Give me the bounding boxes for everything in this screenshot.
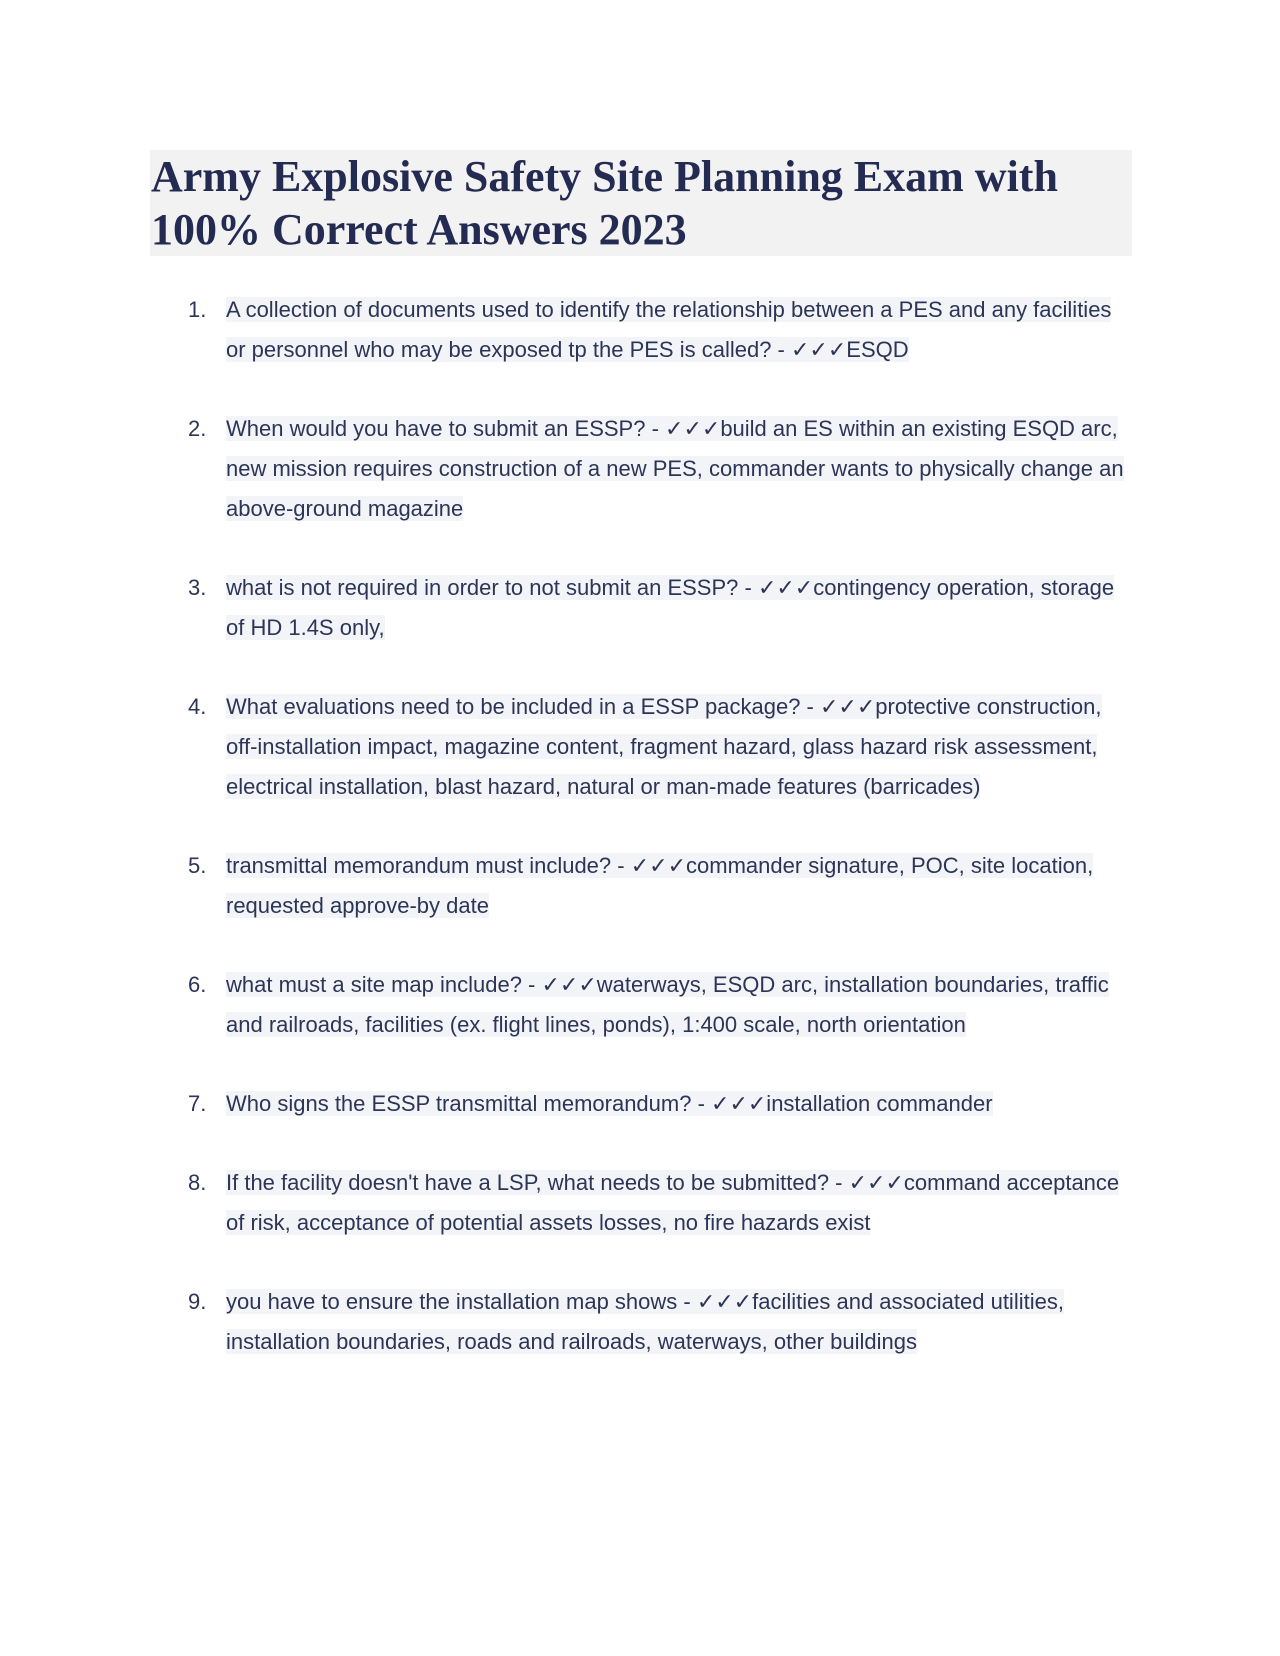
list-item (150, 1282, 1132, 1362)
item-text: what is not required in order to not submit an ESSP? - ✓✓✓contingency operation, storage of HD 1.4S only, (226, 575, 1115, 640)
question-list (150, 290, 1132, 1401)
item-number: 7. (188, 1091, 207, 1116)
item-number: 6. (188, 972, 207, 997)
item-text: If the facility doesn't have a LSP, what needs to be submitted? - ✓✓✓command acceptance of risk, acceptance of potential assets losses, no fire hazards exist (226, 1170, 1120, 1235)
item-number: 1. (188, 297, 207, 322)
item-text: A collection of documents used to identify the relationship between a PES and any facilities or personnel who may be exposed tp the PES is called? - ✓✓✓ESQD (226, 297, 1112, 362)
item-text: transmittal memorandum must include? - ✓✓✓commander signature, POC, site location, requested approve-by date (226, 853, 1094, 918)
list-item (150, 290, 1132, 370)
item-text: what must a site map include? - ✓✓✓waterways, ESQD arc, installation boundaries, traffic and railroads, facilities (ex. flight lines, ponds), 1:400 scale, north orientation (226, 972, 1109, 1037)
item-number: 2. (188, 416, 207, 441)
list-item (150, 687, 1132, 807)
list-item (150, 409, 1132, 529)
item-text: you have to ensure the installation map shows - ✓✓✓facilities and associated utilities, installation boundaries, roads and railroads, waterways, other buildings (226, 1289, 1064, 1354)
document-title: Army Explosive Safety Site Planning Exam with 100% Correct Answers 2023 (151, 152, 1058, 254)
title-block (150, 150, 1132, 256)
item-number: 4. (188, 694, 207, 719)
item-text: Who signs the ESSP transmittal memorandum? - ✓✓✓installation commander (226, 1091, 993, 1116)
list-item (150, 965, 1132, 1045)
item-text: When would you have to submit an ESSP? - ✓✓✓build an ES within an existing ESQD arc, new mission requires construction of a new PES, commander wants to physically change an above-ground magazine (226, 416, 1124, 521)
list-item (150, 846, 1132, 926)
item-number: 8. (188, 1170, 207, 1195)
item-number: 5. (188, 853, 207, 878)
list-item (150, 568, 1132, 648)
item-number: 3. (188, 575, 207, 600)
list-item (150, 1084, 1132, 1124)
item-text: What evaluations need to be included in a ESSP package? - ✓✓✓protective construction, off-installation impact, magazine content, fragment hazard, glass hazard risk assessment, electrical installation, blast hazard, natural or man-made features (barricades) (226, 694, 1102, 799)
item-number: 9. (188, 1289, 207, 1314)
list-item (150, 1163, 1132, 1243)
